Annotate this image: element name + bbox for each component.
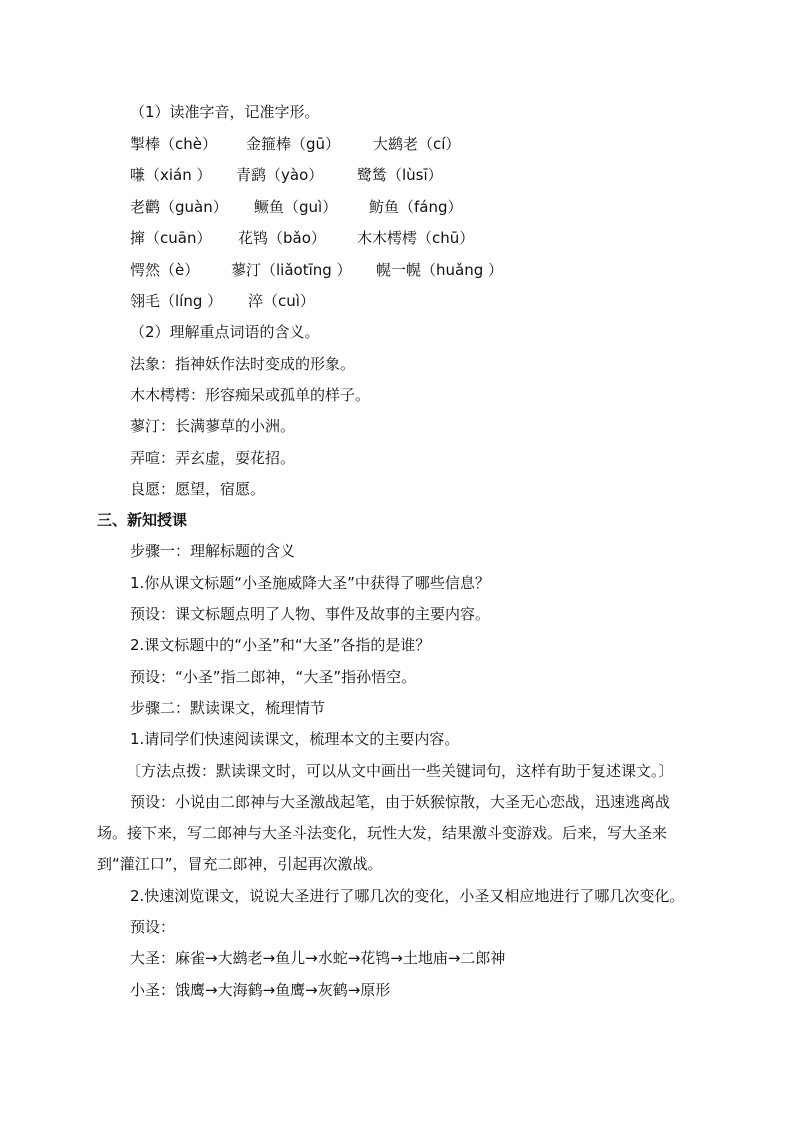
- question: 2.快速浏览课文，说说大圣进行了哪几次的变化，小圣又相应地进行了哪几次变化。: [130, 887, 685, 905]
- answer: 预设：“小圣”指二郎神，“大圣”指孙悟空。: [130, 668, 417, 686]
- answer: 预设：课文标题点明了人物、事件及故事的主要内容。: [130, 605, 491, 623]
- pinyin-entry: 大鹚老（cí）: [373, 135, 461, 153]
- question: 1.你从课文标题“小圣施威降大圣”中获得了哪些信息？: [130, 574, 490, 592]
- definition-item: 弄喧：弄玄虚，耍花招。: [130, 449, 296, 467]
- pinyin-entry: 鹭鸶（lùsī）: [357, 166, 443, 184]
- pinyin-entry: 老鹳（guàn）: [130, 198, 228, 216]
- step-heading: 步骤一：理解标题的含义: [130, 542, 296, 560]
- part2-title: （2）理解重点词语的含义。: [130, 323, 320, 341]
- answer-line: 场。接下来，写二郎神与大圣斗法变化，玩性大发，结果激斗变游戏。后来，写大圣来: [97, 824, 668, 842]
- transformation-list-xiaosheng: 小圣：饿鹰→大海鹤→鱼鹰→灰鹤→原形: [130, 981, 391, 999]
- pinyin-entry: 撺（cuān）: [130, 229, 212, 247]
- method-tip: 〔方法点拨：默读课文时，可以从文中画出一些关键词句，这样有助于复述课文。〕: [126, 762, 674, 780]
- definition-item: 良愿：愿望，宿愿。: [130, 480, 266, 498]
- pinyin-entry: 木木樗樗（chū）: [357, 229, 475, 247]
- pinyin-entry: 幌一幌（huǎng ）: [376, 261, 504, 279]
- pinyin-entry: 淬（cuì）: [248, 292, 315, 310]
- pinyin-entry: 蓼汀（liǎotīng ）: [231, 261, 352, 279]
- step-heading: 步骤二：默读课文，梳理情节: [130, 699, 326, 717]
- pinyin-entry: 鳜鱼（guì）: [254, 198, 338, 216]
- part1-title: （1）读准字音，记准字形。: [130, 103, 320, 121]
- pinyin-entry: 愕然（è）: [130, 261, 200, 279]
- answer-line: 到“灌江口”，冒充二郎神，引起再次激战。: [97, 855, 383, 873]
- pinyin-entry: 翎毛（líng ）: [130, 292, 223, 310]
- transformation-list-dasheng: 大圣：麻雀→大鹚老→鱼儿→水蛇→花鸨→土地庙→二郎神: [130, 949, 506, 967]
- definition-item: 法象：指神妖作法时变成的形象。: [130, 355, 356, 373]
- question: 2.课文标题中的“小圣”和“大圣”各指的是谁？: [130, 636, 431, 654]
- pinyin-entry: 掣棒（chè）: [130, 135, 217, 153]
- answer-label: 预设：: [130, 918, 176, 936]
- pinyin-entry: 青鹞（yào）: [236, 166, 324, 184]
- definition-item: 蓼汀：长满蓼草的小洲。: [130, 417, 296, 435]
- answer-line: 预设：小说由二郎神与大圣激战起笔，由于妖猴惊散，大圣无心恋战，迅速逃离战: [130, 793, 671, 811]
- definition-item: 木木樗樗：形容痴呆或孤单的样子。: [130, 386, 371, 404]
- section-heading: 三、新知授课: [97, 511, 188, 529]
- pinyin-entry: 金箍棒（gū）: [246, 135, 341, 153]
- question: 1.请同学们快速阅读课文，梳理本文的主要内容。: [130, 730, 460, 748]
- pinyin-entry: 嗛（xián ）: [130, 166, 212, 184]
- pinyin-entry: 花鸨（bǎo）: [238, 229, 326, 247]
- pinyin-entry: 鲂鱼（fáng）: [369, 198, 463, 216]
